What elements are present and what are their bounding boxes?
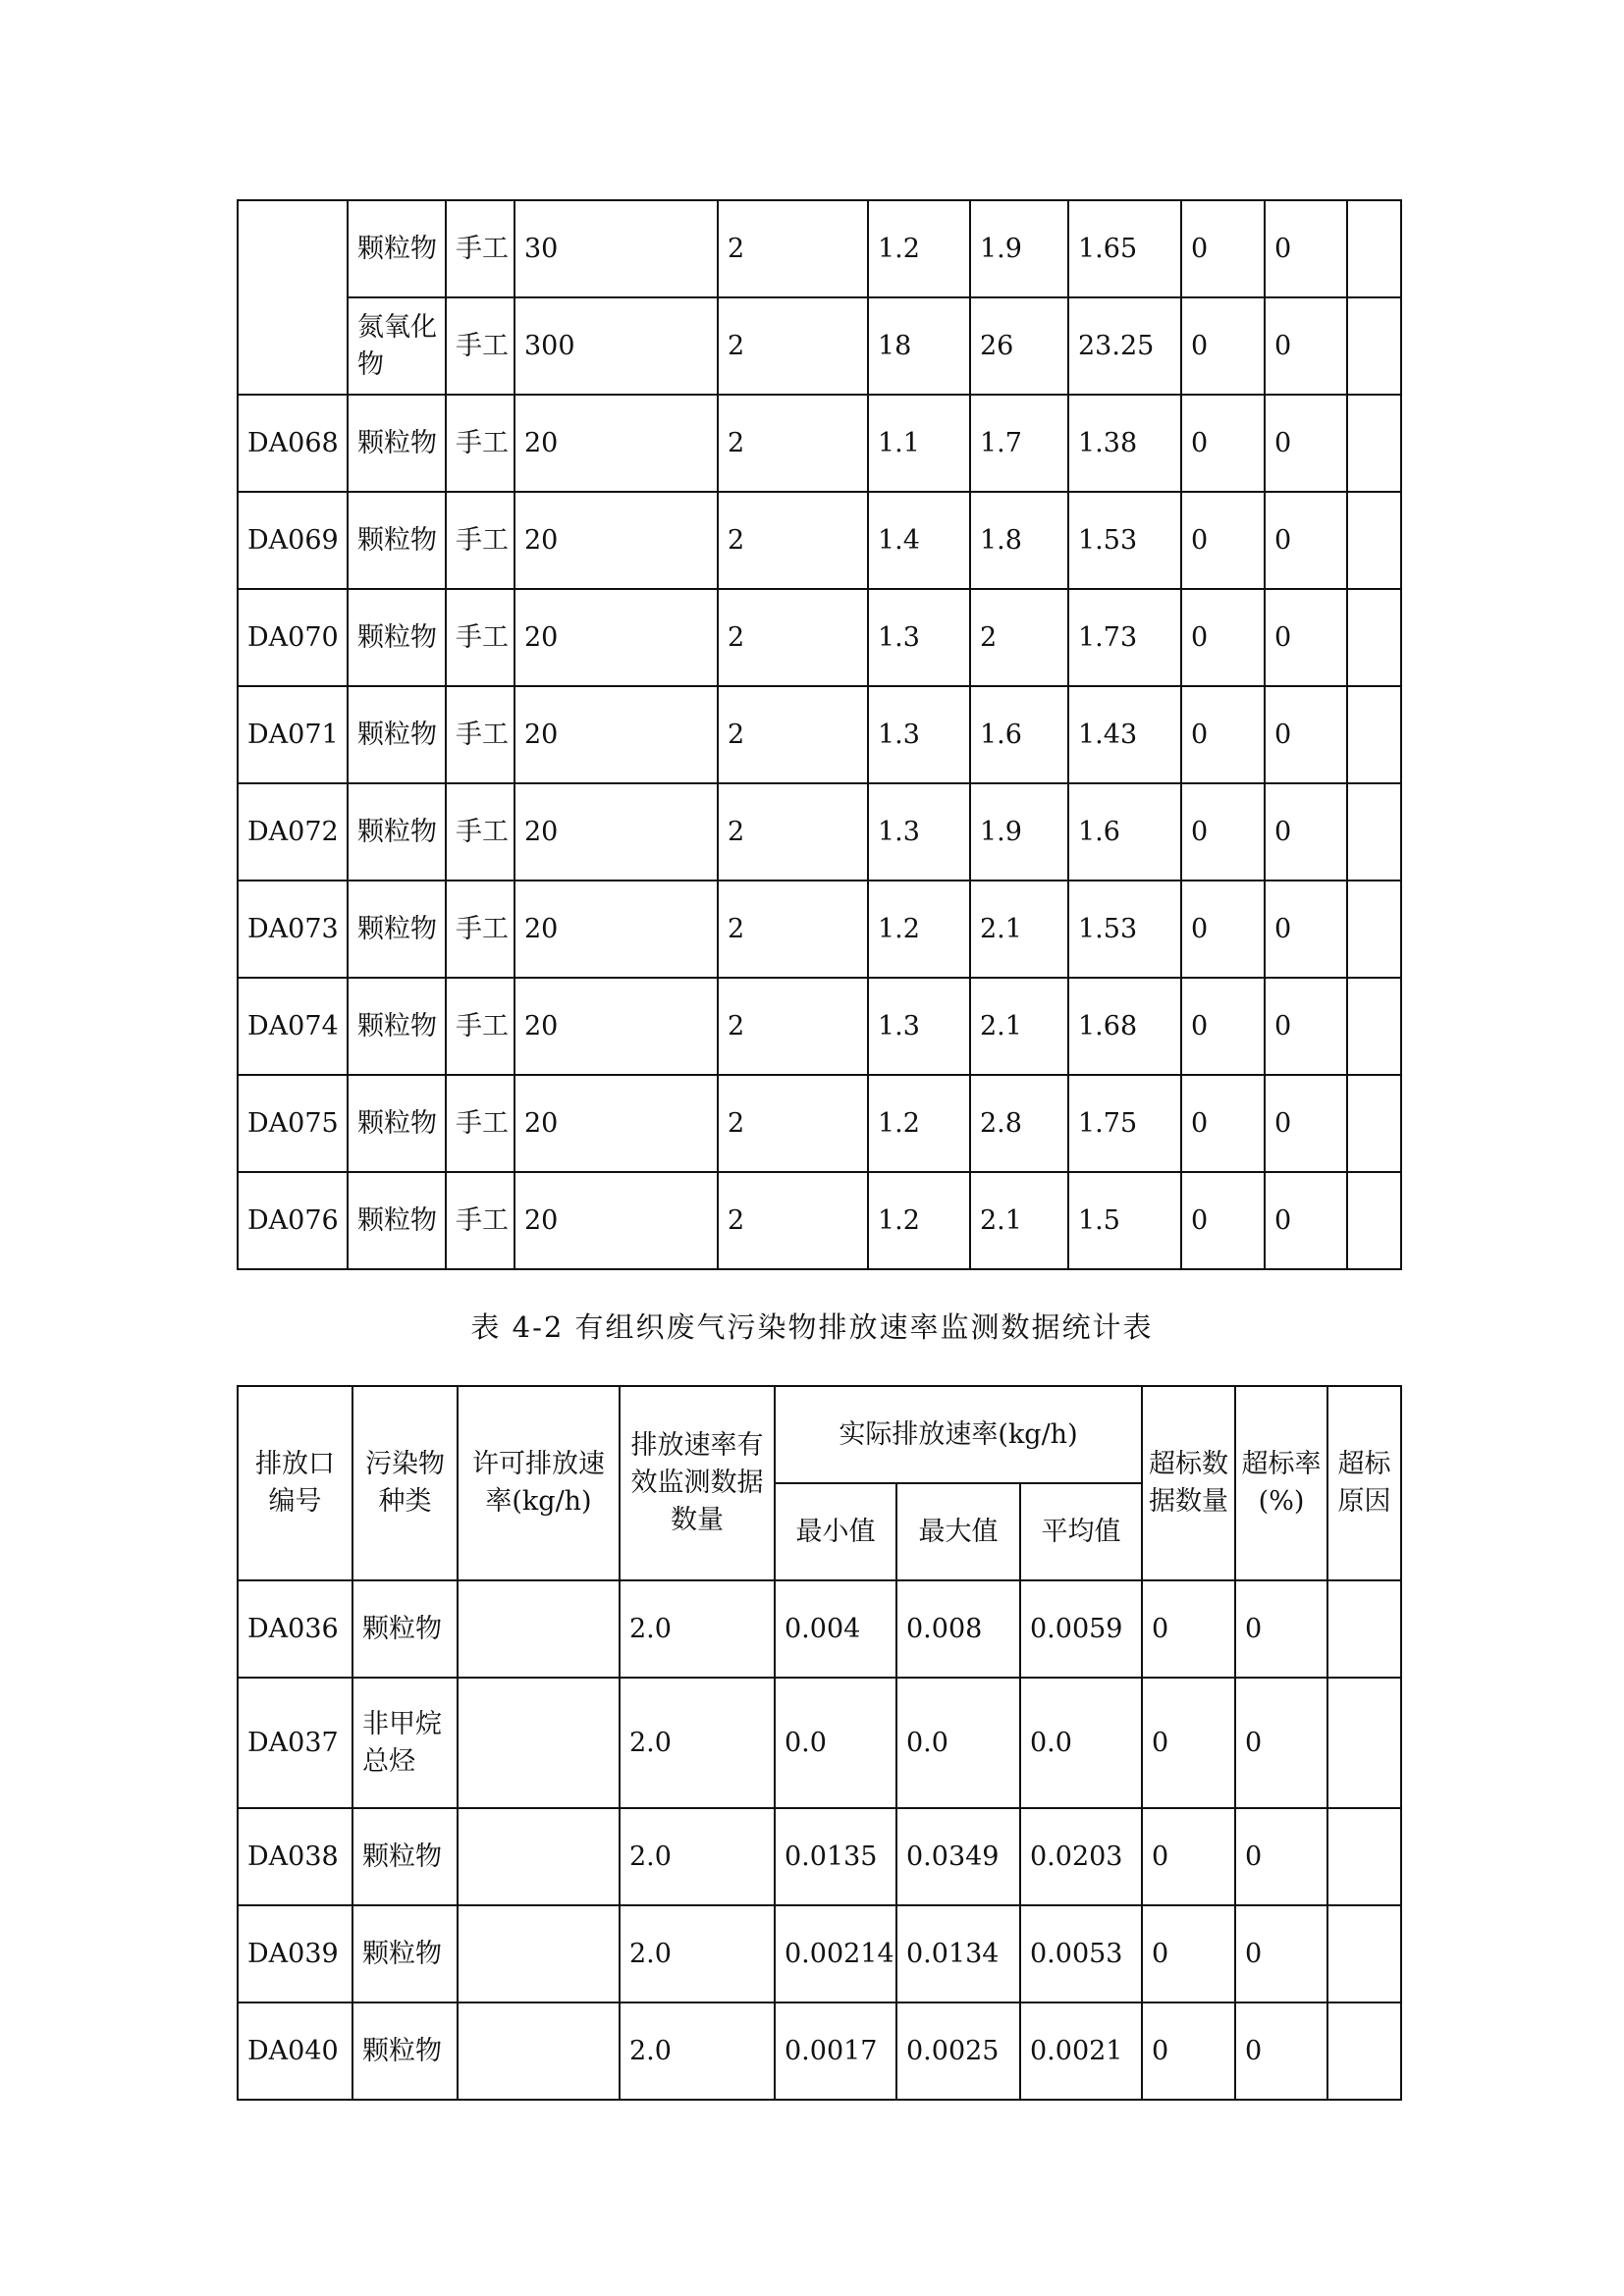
- limit-cell: 20: [514, 881, 718, 978]
- table-row: [238, 1580, 1401, 1678]
- limit-cell: 20: [514, 1172, 718, 1269]
- max-cell: 0.008: [896, 1580, 1020, 1678]
- exceed-rate-cell: 0: [1235, 1580, 1327, 1678]
- permit-rate-cell: [458, 2002, 620, 2100]
- avg-cell: 0.0: [1020, 1678, 1142, 1808]
- max-cell: 0.0134: [896, 1905, 1020, 2002]
- pollutant-cell: 氮氧化物: [348, 297, 446, 395]
- max-cell: 2: [970, 589, 1068, 686]
- avg-cell: 1.6: [1068, 783, 1181, 881]
- exceed-count-cell: 0: [1181, 200, 1265, 297]
- count-cell: 2: [718, 200, 868, 297]
- reason-cell: [1347, 297, 1401, 395]
- min-cell: 1.2: [868, 1075, 970, 1172]
- exceed-rate-cell: 0: [1235, 1905, 1327, 2002]
- count-cell: 2: [718, 881, 868, 978]
- permit-rate-cell: [458, 1905, 620, 2002]
- max-cell: 2.1: [970, 881, 1068, 978]
- outlet-cell: DA076: [238, 1172, 348, 1269]
- valid-count-cell: 2.0: [620, 1580, 775, 1678]
- valid-count-cell: 2.0: [620, 1905, 775, 2002]
- max-cell: 1.9: [970, 783, 1068, 881]
- header-avg: 平均值: [1020, 1483, 1142, 1580]
- count-cell: 2: [718, 589, 868, 686]
- exceed-rate-cell: 0: [1265, 1172, 1347, 1269]
- method-cell: 手工: [446, 978, 514, 1075]
- limit-cell: 30: [514, 200, 718, 297]
- limit-cell: 20: [514, 783, 718, 881]
- pollutant-cell: 颗粒物: [348, 395, 446, 492]
- outlet-cell: DA069: [238, 492, 348, 589]
- min-cell: 1.1: [868, 395, 970, 492]
- pollutant-cell: 颗粒物: [352, 1808, 458, 1905]
- avg-cell: 0.0053: [1020, 1905, 1142, 2002]
- exceed-rate-cell: 0: [1265, 492, 1347, 589]
- exceed-rate-cell: 0: [1265, 783, 1347, 881]
- outlet-cell: DA072: [238, 783, 348, 881]
- exceed-rate-cell: 0: [1235, 2002, 1327, 2100]
- exceed-count-cell: 0: [1181, 686, 1265, 783]
- count-cell: 2: [718, 297, 868, 395]
- min-cell: 1.2: [868, 200, 970, 297]
- method-cell: 手工: [446, 297, 514, 395]
- pollutant-cell: 颗粒物: [348, 1075, 446, 1172]
- count-cell: 2: [718, 978, 868, 1075]
- max-cell: 1.6: [970, 686, 1068, 783]
- min-cell: 0.004: [775, 1580, 896, 1678]
- count-cell: 2: [718, 1075, 868, 1172]
- exceed-rate-cell: 0: [1265, 881, 1347, 978]
- exceed-count-cell: 0: [1181, 881, 1265, 978]
- outlet-cell: [238, 200, 348, 395]
- pollutant-cell: 颗粒物: [352, 1905, 458, 2002]
- method-cell: 手工: [446, 1172, 514, 1269]
- outlet-cell: DA068: [238, 395, 348, 492]
- table-row: [238, 686, 1401, 783]
- header-min: 最小值: [775, 1483, 896, 1580]
- avg-cell: 0.0059: [1020, 1580, 1142, 1678]
- pollutant-cell: 颗粒物: [348, 686, 446, 783]
- reason-cell: [1327, 1580, 1401, 1678]
- limit-cell: 300: [514, 297, 718, 395]
- table-row: [238, 1905, 1401, 2002]
- table-caption: 表 4-2 有组织废气污染物排放速率监测数据统计表: [470, 1310, 1154, 1344]
- exceed-count-cell: 0: [1142, 1580, 1235, 1678]
- pollutant-cell: 颗粒物: [348, 978, 446, 1075]
- limit-cell: 20: [514, 978, 718, 1075]
- valid-count-cell: 2.0: [620, 1808, 775, 1905]
- min-cell: 0.00214: [775, 1905, 896, 2002]
- exceed-rate-cell: 0: [1265, 395, 1347, 492]
- min-cell: 0.0017: [775, 2002, 896, 2100]
- exceed-rate-cell: 0: [1265, 297, 1347, 395]
- table-row: [238, 1172, 1401, 1269]
- reason-cell: [1347, 978, 1401, 1075]
- avg-cell: 1.75: [1068, 1075, 1181, 1172]
- method-cell: 手工: [446, 395, 514, 492]
- min-cell: 1.4: [868, 492, 970, 589]
- concentration-table: [237, 199, 1402, 1270]
- count-cell: 2: [718, 1172, 868, 1269]
- table-row: [238, 589, 1401, 686]
- count-cell: 2: [718, 783, 868, 881]
- outlet-cell: DA040: [238, 2002, 352, 2100]
- method-cell: 手工: [446, 686, 514, 783]
- limit-cell: 20: [514, 492, 718, 589]
- valid-count-cell: 2.0: [620, 2002, 775, 2100]
- reason-cell: [1347, 881, 1401, 978]
- exceed-rate-cell: 0: [1235, 1808, 1327, 1905]
- reason-cell: [1347, 589, 1401, 686]
- avg-cell: 0.0203: [1020, 1808, 1142, 1905]
- max-cell: 1.7: [970, 395, 1068, 492]
- exceed-count-cell: 0: [1142, 2002, 1235, 2100]
- min-cell: 18: [868, 297, 970, 395]
- avg-cell: 1.68: [1068, 978, 1181, 1075]
- limit-cell: 20: [514, 1075, 718, 1172]
- min-cell: 1.3: [868, 978, 970, 1075]
- min-cell: 1.3: [868, 686, 970, 783]
- table-row: [238, 1678, 1401, 1808]
- avg-cell: 1.38: [1068, 395, 1181, 492]
- max-cell: 2.1: [970, 1172, 1068, 1269]
- header-outlet: 排放口编号: [238, 1386, 352, 1580]
- min-cell: 1.2: [868, 1172, 970, 1269]
- table-row: [238, 297, 1401, 395]
- max-cell: 1.8: [970, 492, 1068, 589]
- reason-cell: [1347, 395, 1401, 492]
- count-cell: 2: [718, 686, 868, 783]
- table-row: [238, 2002, 1401, 2100]
- max-cell: 2.8: [970, 1075, 1068, 1172]
- exceed-count-cell: 0: [1181, 589, 1265, 686]
- outlet-cell: DA073: [238, 881, 348, 978]
- max-cell: 0.0: [896, 1678, 1020, 1808]
- method-cell: 手工: [446, 589, 514, 686]
- table-row: [238, 783, 1401, 881]
- min-cell: 1.3: [868, 589, 970, 686]
- header-pollutant: 污染物种类: [352, 1386, 458, 1580]
- table-row: [238, 200, 1401, 297]
- table-row: [238, 881, 1401, 978]
- outlet-cell: DA039: [238, 1905, 352, 2002]
- avg-cell: 1.65: [1068, 200, 1181, 297]
- outlet-cell: DA036: [238, 1580, 352, 1678]
- min-cell: 0.0: [775, 1678, 896, 1808]
- avg-cell: 1.43: [1068, 686, 1181, 783]
- reason-cell: [1347, 1075, 1401, 1172]
- table-row: [238, 492, 1401, 589]
- count-cell: 2: [718, 492, 868, 589]
- outlet-cell: DA070: [238, 589, 348, 686]
- max-cell: 1.9: [970, 200, 1068, 297]
- outlet-cell: DA037: [238, 1678, 352, 1808]
- min-cell: 1.2: [868, 881, 970, 978]
- avg-cell: 1.5: [1068, 1172, 1181, 1269]
- header-permit-rate: 许可排放速率(kg/h): [458, 1386, 620, 1580]
- min-cell: 1.3: [868, 783, 970, 881]
- outlet-cell: DA074: [238, 978, 348, 1075]
- min-cell: 0.0135: [775, 1808, 896, 1905]
- max-cell: 0.0025: [896, 2002, 1020, 2100]
- exceed-count-cell: 0: [1142, 1905, 1235, 2002]
- max-cell: 0.0349: [896, 1808, 1020, 1905]
- reason-cell: [1347, 200, 1401, 297]
- header-actual-rate: 实际排放速率(kg/h): [775, 1386, 1142, 1483]
- exceed-rate-cell: 0: [1265, 589, 1347, 686]
- emission-rate-table: [237, 1385, 1402, 2101]
- avg-cell: 1.53: [1068, 492, 1181, 589]
- reason-cell: [1347, 686, 1401, 783]
- pollutant-cell: 颗粒物: [348, 881, 446, 978]
- avg-cell: 23.25: [1068, 297, 1181, 395]
- valid-count-cell: 2.0: [620, 1678, 775, 1808]
- pollutant-cell: 颗粒物: [352, 2002, 458, 2100]
- pollutant-cell: 颗粒物: [348, 783, 446, 881]
- method-cell: 手工: [446, 492, 514, 589]
- exceed-count-cell: 0: [1181, 297, 1265, 395]
- avg-cell: 1.53: [1068, 881, 1181, 978]
- outlet-cell: DA071: [238, 686, 348, 783]
- reason-cell: [1347, 492, 1401, 589]
- exceed-count-cell: 0: [1181, 783, 1265, 881]
- table-row: [238, 395, 1401, 492]
- limit-cell: 20: [514, 395, 718, 492]
- reason-cell: [1327, 2002, 1401, 2100]
- table-row: [238, 1808, 1401, 1905]
- reason-cell: [1327, 1905, 1401, 2002]
- header-exceed-count: 超标数据数量: [1142, 1386, 1235, 1580]
- method-cell: 手工: [446, 1075, 514, 1172]
- method-cell: 手工: [446, 783, 514, 881]
- avg-cell: 1.73: [1068, 589, 1181, 686]
- method-cell: 手工: [446, 881, 514, 978]
- reason-cell: [1347, 783, 1401, 881]
- header-row: [238, 1386, 1401, 1483]
- table-row: [238, 978, 1401, 1075]
- reason-cell: [1327, 1808, 1401, 1905]
- exceed-count-cell: 0: [1181, 395, 1265, 492]
- count-cell: 2: [718, 395, 868, 492]
- exceed-rate-cell: 0: [1265, 1075, 1347, 1172]
- exceed-count-cell: 0: [1142, 1678, 1235, 1808]
- exceed-rate-cell: 0: [1265, 978, 1347, 1075]
- avg-cell: 0.0021: [1020, 2002, 1142, 2100]
- method-cell: 手工: [446, 200, 514, 297]
- exceed-count-cell: 0: [1181, 978, 1265, 1075]
- exceed-count-cell: 0: [1181, 492, 1265, 589]
- header-reason: 超标原因: [1327, 1386, 1401, 1580]
- reason-cell: [1347, 1172, 1401, 1269]
- max-cell: 26: [970, 297, 1068, 395]
- header-exceed-rate: 超标率(%): [1235, 1386, 1327, 1580]
- exceed-count-cell: 0: [1142, 1808, 1235, 1905]
- pollutant-cell: 颗粒物: [348, 589, 446, 686]
- reason-cell: [1327, 1678, 1401, 1808]
- exceed-rate-cell: 0: [1235, 1678, 1327, 1808]
- permit-rate-cell: [458, 1580, 620, 1678]
- pollutant-cell: 颗粒物: [348, 200, 446, 297]
- pollutant-cell: 颗粒物: [348, 1172, 446, 1269]
- table-row: [238, 1075, 1401, 1172]
- exceed-count-cell: 0: [1181, 1172, 1265, 1269]
- outlet-cell: DA038: [238, 1808, 352, 1905]
- exceed-rate-cell: 0: [1265, 686, 1347, 783]
- permit-rate-cell: [458, 1808, 620, 1905]
- pollutant-cell: 颗粒物: [348, 492, 446, 589]
- exceed-count-cell: 0: [1181, 1075, 1265, 1172]
- header-max: 最大值: [896, 1483, 1020, 1580]
- pollutant-cell: 颗粒物: [352, 1580, 458, 1678]
- header-valid-count: 排放速率有效监测数据数量: [620, 1386, 775, 1580]
- outlet-cell: DA075: [238, 1075, 348, 1172]
- max-cell: 2.1: [970, 978, 1068, 1075]
- limit-cell: 20: [514, 686, 718, 783]
- pollutant-cell: 非甲烷总烃: [352, 1678, 458, 1808]
- permit-rate-cell: [458, 1678, 620, 1808]
- exceed-rate-cell: 0: [1265, 200, 1347, 297]
- limit-cell: 20: [514, 589, 718, 686]
